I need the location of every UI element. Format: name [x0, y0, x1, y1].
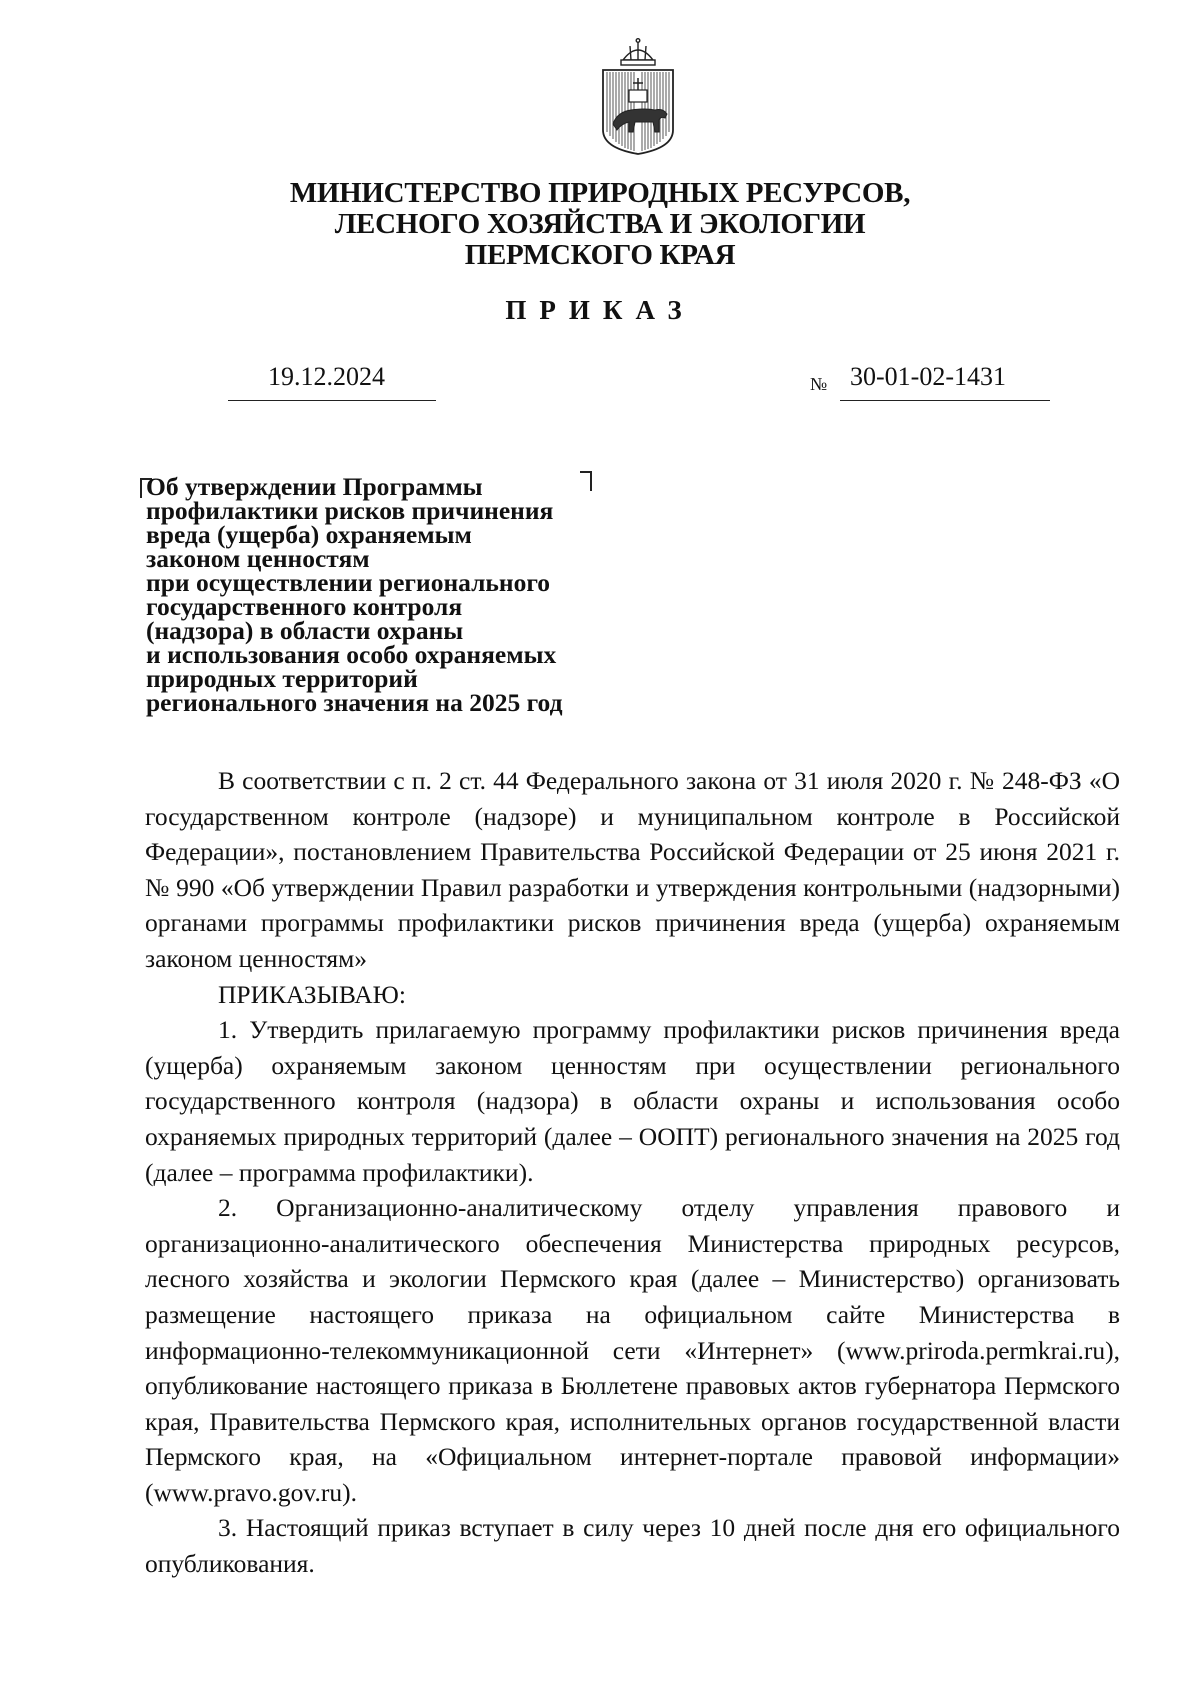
intro-paragraph: В соответствии с п. 2 ст. 44 Федерального закона от 31 июля 2020 г. № 248-ФЗ «О государственном контроле (надзоре) и муниципальном контроле в Российской Федерации», постановлением Правительства Российской Федерации от 25 июня 2021 г. № 990 «Об утверждении Правил разработки и утверждения контрольными (надзорными) органами программы профилактики рисков причинения вреда (ущерба) охраняемым законом ценностям» [145, 766, 1120, 973]
order-item-3: 3. Настоящий приказ вступает в силу через 10 дней после дня его официального опубликования. [145, 1513, 1120, 1579]
subject-line: и использования особо охраняемых [146, 640, 557, 669]
subject-line: профилактики рисков причинения [146, 496, 554, 525]
subject-line: природных территорий [146, 664, 418, 693]
number-sign: № [810, 374, 828, 394]
subject-line: (надзора) в области охраны [146, 616, 464, 645]
ministry-name-line-3: ПЕРМСКОГО КРАЯ [464, 239, 736, 271]
order-item-2: 2. Организационно-аналитическому отделу управления правового и организационно-аналитического обеспечения Министерства природных ресурсов, лесного хозяйства и экологии Пермского края (далее – Министерство) организовать размещение настоящего приказа на официальном сайте Министерства в информационно-телекоммуникационной сети «Интернет» (www.priroda.permkrai.ru), опубликование настоящего приказа в Бюллетене правовых актов губернатора Пермского края, Правительства Пермского края, исполнительных органов государственной власти Пермского края, на «Официальном интернет-портале правовой информации» (www.pravo.gov.ru). [145, 1193, 1120, 1507]
document-body [145, 763, 1120, 1582]
subject-line: регионального значения на 2025 год [146, 688, 563, 717]
document-number: 30-01-02-1431 [850, 362, 1006, 391]
subject-line: Об утверждении Программы [146, 472, 483, 501]
document-date: 19.12.2024 [268, 362, 385, 391]
number-field [810, 362, 1040, 400]
ministry-name [0, 178, 1200, 271]
date-field [228, 362, 436, 401]
number-underline [840, 362, 1050, 401]
document-subject [146, 472, 666, 717]
subject-line: вреда (ущерба) охраняемым [146, 520, 472, 549]
subject-line: законом ценностям [146, 544, 370, 573]
perm-krai-coat-of-arms-icon [595, 38, 681, 156]
order-item-1: 1. Утвердить прилагаемую программу профилактики рисков причинения вреда (ущерба) охраняемым законом ценностям при осуществлении регионального государственного контроля (надзора) в области охраны и использования особо охраняемых природных территорий (далее – ООПТ) регионального значения на 2025 год (далее – программа профилактики). [145, 1015, 1120, 1187]
subject-line: при осуществлении регионального [146, 568, 551, 597]
order-directive: ПРИКАЗЫВАЮ: [218, 979, 406, 1009]
document-type-title: ПРИКАЗ [505, 295, 695, 325]
ministry-name-line-2: ЛЕСНОГО ХОЗЯЙСТВА И ЭКОЛОГИИ [334, 208, 866, 240]
ministry-name-line-1: МИНИСТЕРСТВО ПРИРОДНЫХ РЕСУРСОВ, [289, 177, 911, 209]
subject-line: государственного контроля [146, 592, 463, 621]
